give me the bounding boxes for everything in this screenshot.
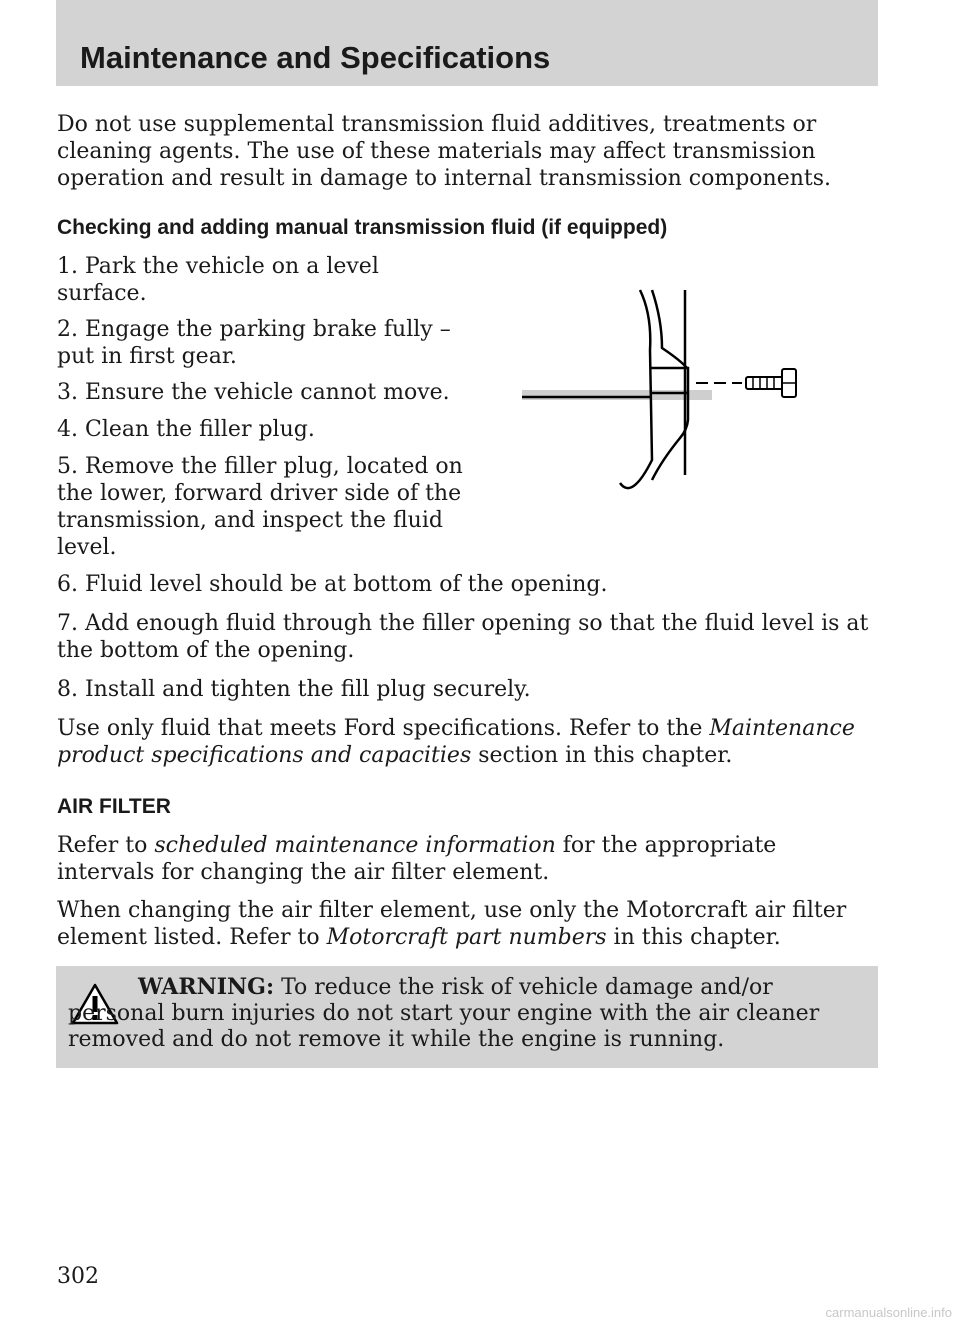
filler-plug-illustration [512, 280, 812, 490]
warning-box [56, 966, 878, 1068]
step-5: 5. Remove the filler plug, located on the lower, forward driver side of the transmission, and inspect the fluid level. [57, 454, 463, 560]
warning-text: WARNING: To reduce the risk of vehicle damage and/or personal burn injuries do not start your engine with the air cleaner removed and do not remove it while the engine is running. [68, 974, 820, 1052]
manual-transmission-heading: Checking and adding manual transmission fluid (if equipped) [57, 216, 668, 239]
air-filter-paragraph-2: When changing the air filter element, use only the Motorcraft air filter element listed. Refer to Motorcraft part numbers in this chapter. [57, 898, 847, 950]
air-filter-paragraph-1: Refer to scheduled maintenance information for the appropriate intervals for changing the air filter element. [57, 833, 777, 885]
air-filter-reference-1: scheduled maintenance information [154, 833, 556, 858]
warning-label: WARNING: [138, 974, 275, 1000]
spec-note: Use only fluid that meets Ford specifications. Refer to the Maintenance product specifications and capacities section in this chapter. [57, 716, 855, 768]
intro-paragraph: Do not use supplemental transmission fluid additives, treatments or cleaning agents. The use of these materials may affect transmission operation and result in damage to internal transmission components. [57, 112, 832, 191]
air-filter-heading: AIR FILTER [57, 795, 171, 818]
step-2: 2. Engage the parking brake fully – put in first gear. [57, 317, 451, 369]
page-title: Maintenance and Specifications [80, 40, 551, 75]
step-4: 4. Clean the filler plug. [57, 417, 315, 442]
step-7: 7. Add enough fluid through the filler opening so that the fluid level is at the bottom of the opening. [57, 611, 869, 663]
air-filter-reference-2: Motorcraft part numbers [326, 925, 607, 950]
watermark: carmanualsonline.info [825, 1305, 952, 1320]
step-3: 3. Ensure the vehicle cannot move. [57, 380, 450, 405]
page-number: 302 [57, 1264, 99, 1289]
step-6: 6. Fluid level should be at bottom of the opening. [57, 572, 608, 597]
step-8: 8. Install and tighten the fill plug securely. [57, 677, 531, 702]
spec-note-reference: Maintenance product specifications and capacities [57, 716, 855, 768]
step-1: 1. Park the vehicle on a level surface. [57, 254, 379, 306]
